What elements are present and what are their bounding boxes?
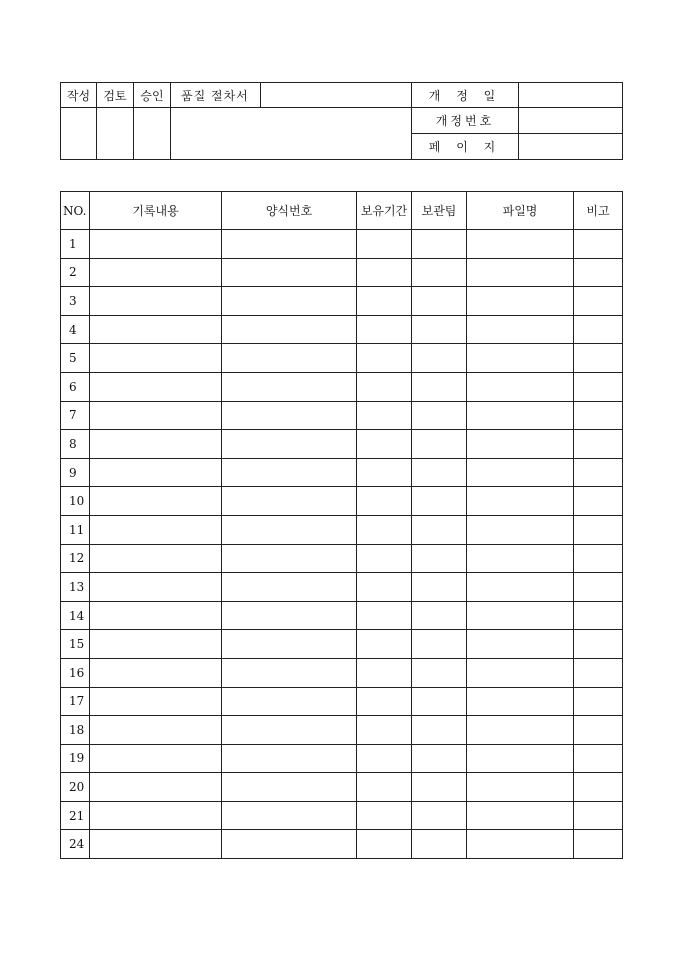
form-number-cell[interactable] [222, 230, 357, 259]
custodian-team-cell[interactable] [412, 372, 467, 401]
reviewer-signature-box[interactable] [97, 108, 134, 160]
table-row [61, 344, 623, 373]
record-content-cell[interactable] [90, 658, 222, 687]
form-number-cell[interactable] [222, 258, 357, 287]
row-number: 17 [61, 687, 90, 716]
table-row [61, 401, 623, 430]
revision-date-value[interactable] [519, 83, 623, 108]
record-content-cell[interactable] [90, 573, 222, 602]
table-row [61, 230, 623, 259]
table-row [61, 515, 623, 544]
retention-period-cell[interactable] [357, 716, 412, 745]
retention-period-cell[interactable] [357, 287, 412, 316]
record-content-cell[interactable] [90, 430, 222, 459]
row-number: 16 [61, 658, 90, 687]
file-name-cell[interactable] [467, 372, 574, 401]
remarks-cell[interactable] [574, 658, 623, 687]
records-list-table [60, 191, 623, 859]
records-header-row [61, 192, 623, 230]
form-number-cell[interactable] [222, 458, 357, 487]
retention-period-cell[interactable] [357, 801, 412, 830]
retention-period-cell[interactable] [357, 601, 412, 630]
column-header-no: NO. [61, 192, 90, 230]
remarks-cell[interactable] [574, 287, 623, 316]
custodian-team-cell[interactable] [412, 544, 467, 573]
record-content-cell[interactable] [90, 372, 222, 401]
row-number: 4 [61, 315, 90, 344]
retention-period-cell[interactable] [357, 430, 412, 459]
remarks-cell[interactable] [574, 544, 623, 573]
remarks-cell[interactable] [574, 458, 623, 487]
form-number-cell[interactable] [222, 401, 357, 430]
remarks-cell[interactable] [574, 315, 623, 344]
file-name-cell[interactable] [467, 601, 574, 630]
retention-period-cell[interactable] [357, 630, 412, 659]
remarks-cell[interactable] [574, 630, 623, 659]
remarks-cell[interactable] [574, 573, 623, 602]
remarks-cell[interactable] [574, 372, 623, 401]
row-number: 8 [61, 430, 90, 459]
table-row [61, 716, 623, 745]
remarks-cell[interactable] [574, 230, 623, 259]
form-number-cell[interactable] [222, 773, 357, 802]
retention-period-cell[interactable] [357, 744, 412, 773]
file-name-cell[interactable] [467, 830, 574, 859]
row-number: 18 [61, 716, 90, 745]
remarks-cell[interactable] [574, 258, 623, 287]
record-content-cell[interactable] [90, 601, 222, 630]
record-content-cell[interactable] [90, 544, 222, 573]
custodian-team-cell[interactable] [412, 573, 467, 602]
record-content-cell[interactable] [90, 315, 222, 344]
remarks-cell[interactable] [574, 744, 623, 773]
form-number-cell[interactable] [222, 801, 357, 830]
form-number-cell[interactable] [222, 716, 357, 745]
record-content-cell[interactable] [90, 744, 222, 773]
table-row [61, 773, 623, 802]
records-body [61, 230, 623, 859]
remarks-cell[interactable] [574, 687, 623, 716]
custodian-team-cell[interactable] [412, 801, 467, 830]
page-value[interactable] [519, 134, 623, 160]
retention-period-cell[interactable] [357, 487, 412, 516]
retention-period-cell[interactable] [357, 515, 412, 544]
row-number: 7 [61, 401, 90, 430]
retention-period-cell[interactable] [357, 573, 412, 602]
custodian-team-cell[interactable] [412, 458, 467, 487]
author-signature-box[interactable] [61, 108, 97, 160]
file-name-cell[interactable] [467, 344, 574, 373]
form-number-cell[interactable] [222, 830, 357, 859]
custodian-team-cell[interactable] [412, 515, 467, 544]
row-number: 15 [61, 630, 90, 659]
revision-number-value[interactable] [519, 108, 623, 134]
custodian-team-cell[interactable] [412, 830, 467, 859]
custodian-team-cell[interactable] [412, 630, 467, 659]
table-row [61, 744, 623, 773]
record-content-cell[interactable] [90, 773, 222, 802]
form-number-cell[interactable] [222, 601, 357, 630]
retention-period-cell[interactable] [357, 830, 412, 859]
custodian-team-cell[interactable] [412, 258, 467, 287]
revision-date-label: 개 정 일 [412, 83, 519, 108]
row-number: 5 [61, 344, 90, 373]
custodian-team-cell[interactable] [412, 601, 467, 630]
custodian-team-cell[interactable] [412, 430, 467, 459]
file-name-cell[interactable] [467, 716, 574, 745]
retention-period-cell[interactable] [357, 401, 412, 430]
file-name-cell[interactable] [467, 230, 574, 259]
document-header-table [60, 82, 623, 160]
document-title-value[interactable] [261, 83, 412, 108]
row-number: 24 [61, 830, 90, 859]
record-content-cell[interactable] [90, 801, 222, 830]
column-header-remarks: 비고 [574, 192, 623, 230]
form-number-cell[interactable] [222, 573, 357, 602]
table-row [61, 258, 623, 287]
custodian-team-cell[interactable] [412, 716, 467, 745]
column-header-file-name: 파일명 [467, 192, 574, 230]
row-number: 9 [61, 458, 90, 487]
retention-period-cell[interactable] [357, 258, 412, 287]
row-number: 14 [61, 601, 90, 630]
author-label: 작성 [61, 83, 97, 108]
column-header-record-content: 기록내용 [90, 192, 222, 230]
column-header-form-number: 양식번호 [222, 192, 357, 230]
document-title: 품질 절차서 [171, 83, 261, 108]
table-row [61, 544, 623, 573]
form-number-cell[interactable] [222, 658, 357, 687]
retention-period-cell[interactable] [357, 458, 412, 487]
record-content-cell[interactable] [90, 830, 222, 859]
form-number-cell[interactable] [222, 515, 357, 544]
custodian-team-cell[interactable] [412, 487, 467, 516]
remarks-cell[interactable] [574, 716, 623, 745]
remarks-cell[interactable] [574, 344, 623, 373]
retention-period-cell[interactable] [357, 687, 412, 716]
form-number-cell[interactable] [222, 315, 357, 344]
row-number: 2 [61, 258, 90, 287]
retention-period-cell[interactable] [357, 344, 412, 373]
record-content-cell[interactable] [90, 630, 222, 659]
table-row [61, 801, 623, 830]
row-number: 20 [61, 773, 90, 802]
retention-period-cell[interactable] [357, 230, 412, 259]
record-content-cell[interactable] [90, 287, 222, 316]
form-number-cell[interactable] [222, 630, 357, 659]
file-name-cell[interactable] [467, 515, 574, 544]
record-content-cell[interactable] [90, 716, 222, 745]
remarks-cell[interactable] [574, 773, 623, 802]
file-name-cell[interactable] [467, 544, 574, 573]
record-content-cell[interactable] [90, 458, 222, 487]
document-name-box[interactable] [171, 108, 412, 160]
form-number-cell[interactable] [222, 687, 357, 716]
file-name-cell[interactable] [467, 401, 574, 430]
retention-period-cell[interactable] [357, 372, 412, 401]
remarks-cell[interactable] [574, 801, 623, 830]
custodian-team-cell[interactable] [412, 773, 467, 802]
record-content-cell[interactable] [90, 230, 222, 259]
form-number-cell[interactable] [222, 344, 357, 373]
column-header-custodian-team: 보관팀 [412, 192, 467, 230]
table-row [61, 687, 623, 716]
retention-period-cell[interactable] [357, 544, 412, 573]
revision-number-label: 개정번호 [412, 108, 519, 134]
remarks-cell[interactable] [574, 601, 623, 630]
table-row [61, 458, 623, 487]
record-content-cell[interactable] [90, 515, 222, 544]
file-name-cell[interactable] [467, 315, 574, 344]
custodian-team-cell[interactable] [412, 744, 467, 773]
file-name-cell[interactable] [467, 801, 574, 830]
record-content-cell[interactable] [90, 401, 222, 430]
file-name-cell[interactable] [467, 630, 574, 659]
record-content-cell[interactable] [90, 687, 222, 716]
row-number: 13 [61, 573, 90, 602]
record-content-cell[interactable] [90, 487, 222, 516]
custodian-team-cell[interactable] [412, 344, 467, 373]
form-number-cell[interactable] [222, 487, 357, 516]
table-row [61, 573, 623, 602]
row-number: 3 [61, 287, 90, 316]
table-row [61, 830, 623, 859]
file-name-cell[interactable] [467, 658, 574, 687]
row-number: 19 [61, 744, 90, 773]
custodian-team-cell[interactable] [412, 687, 467, 716]
file-name-cell[interactable] [467, 773, 574, 802]
table-row [61, 315, 623, 344]
form-number-cell[interactable] [222, 744, 357, 773]
table-row [61, 287, 623, 316]
row-number: 1 [61, 230, 90, 259]
page-label: 페 이 지 [412, 134, 519, 160]
retention-period-cell[interactable] [357, 658, 412, 687]
form-number-cell[interactable] [222, 372, 357, 401]
custodian-team-cell[interactable] [412, 287, 467, 316]
file-name-cell[interactable] [467, 744, 574, 773]
row-number: 21 [61, 801, 90, 830]
reviewer-label: 검토 [97, 83, 134, 108]
table-row [61, 601, 623, 630]
custodian-team-cell[interactable] [412, 658, 467, 687]
remarks-cell[interactable] [574, 515, 623, 544]
file-name-cell[interactable] [467, 287, 574, 316]
file-name-cell[interactable] [467, 430, 574, 459]
file-name-cell[interactable] [467, 487, 574, 516]
retention-period-cell[interactable] [357, 773, 412, 802]
approver-label: 승인 [134, 83, 171, 108]
row-number: 12 [61, 544, 90, 573]
table-row [61, 630, 623, 659]
record-content-cell[interactable] [90, 344, 222, 373]
column-header-retention-period: 보유기간 [357, 192, 412, 230]
remarks-cell[interactable] [574, 430, 623, 459]
row-number: 10 [61, 487, 90, 516]
record-content-cell[interactable] [90, 258, 222, 287]
file-name-cell[interactable] [467, 258, 574, 287]
remarks-cell[interactable] [574, 830, 623, 859]
custodian-team-cell[interactable] [412, 401, 467, 430]
table-row [61, 372, 623, 401]
retention-period-cell[interactable] [357, 315, 412, 344]
custodian-team-cell[interactable] [412, 315, 467, 344]
form-number-cell[interactable] [222, 287, 357, 316]
row-number: 11 [61, 515, 90, 544]
file-name-cell[interactable] [467, 458, 574, 487]
custodian-team-cell[interactable] [412, 230, 467, 259]
table-row [61, 487, 623, 516]
row-number: 6 [61, 372, 90, 401]
table-row [61, 430, 623, 459]
file-name-cell[interactable] [467, 573, 574, 602]
approver-signature-box[interactable] [134, 108, 171, 160]
form-number-cell[interactable] [222, 544, 357, 573]
form-number-cell[interactable] [222, 430, 357, 459]
remarks-cell[interactable] [574, 487, 623, 516]
table-row [61, 658, 623, 687]
file-name-cell[interactable] [467, 687, 574, 716]
remarks-cell[interactable] [574, 401, 623, 430]
